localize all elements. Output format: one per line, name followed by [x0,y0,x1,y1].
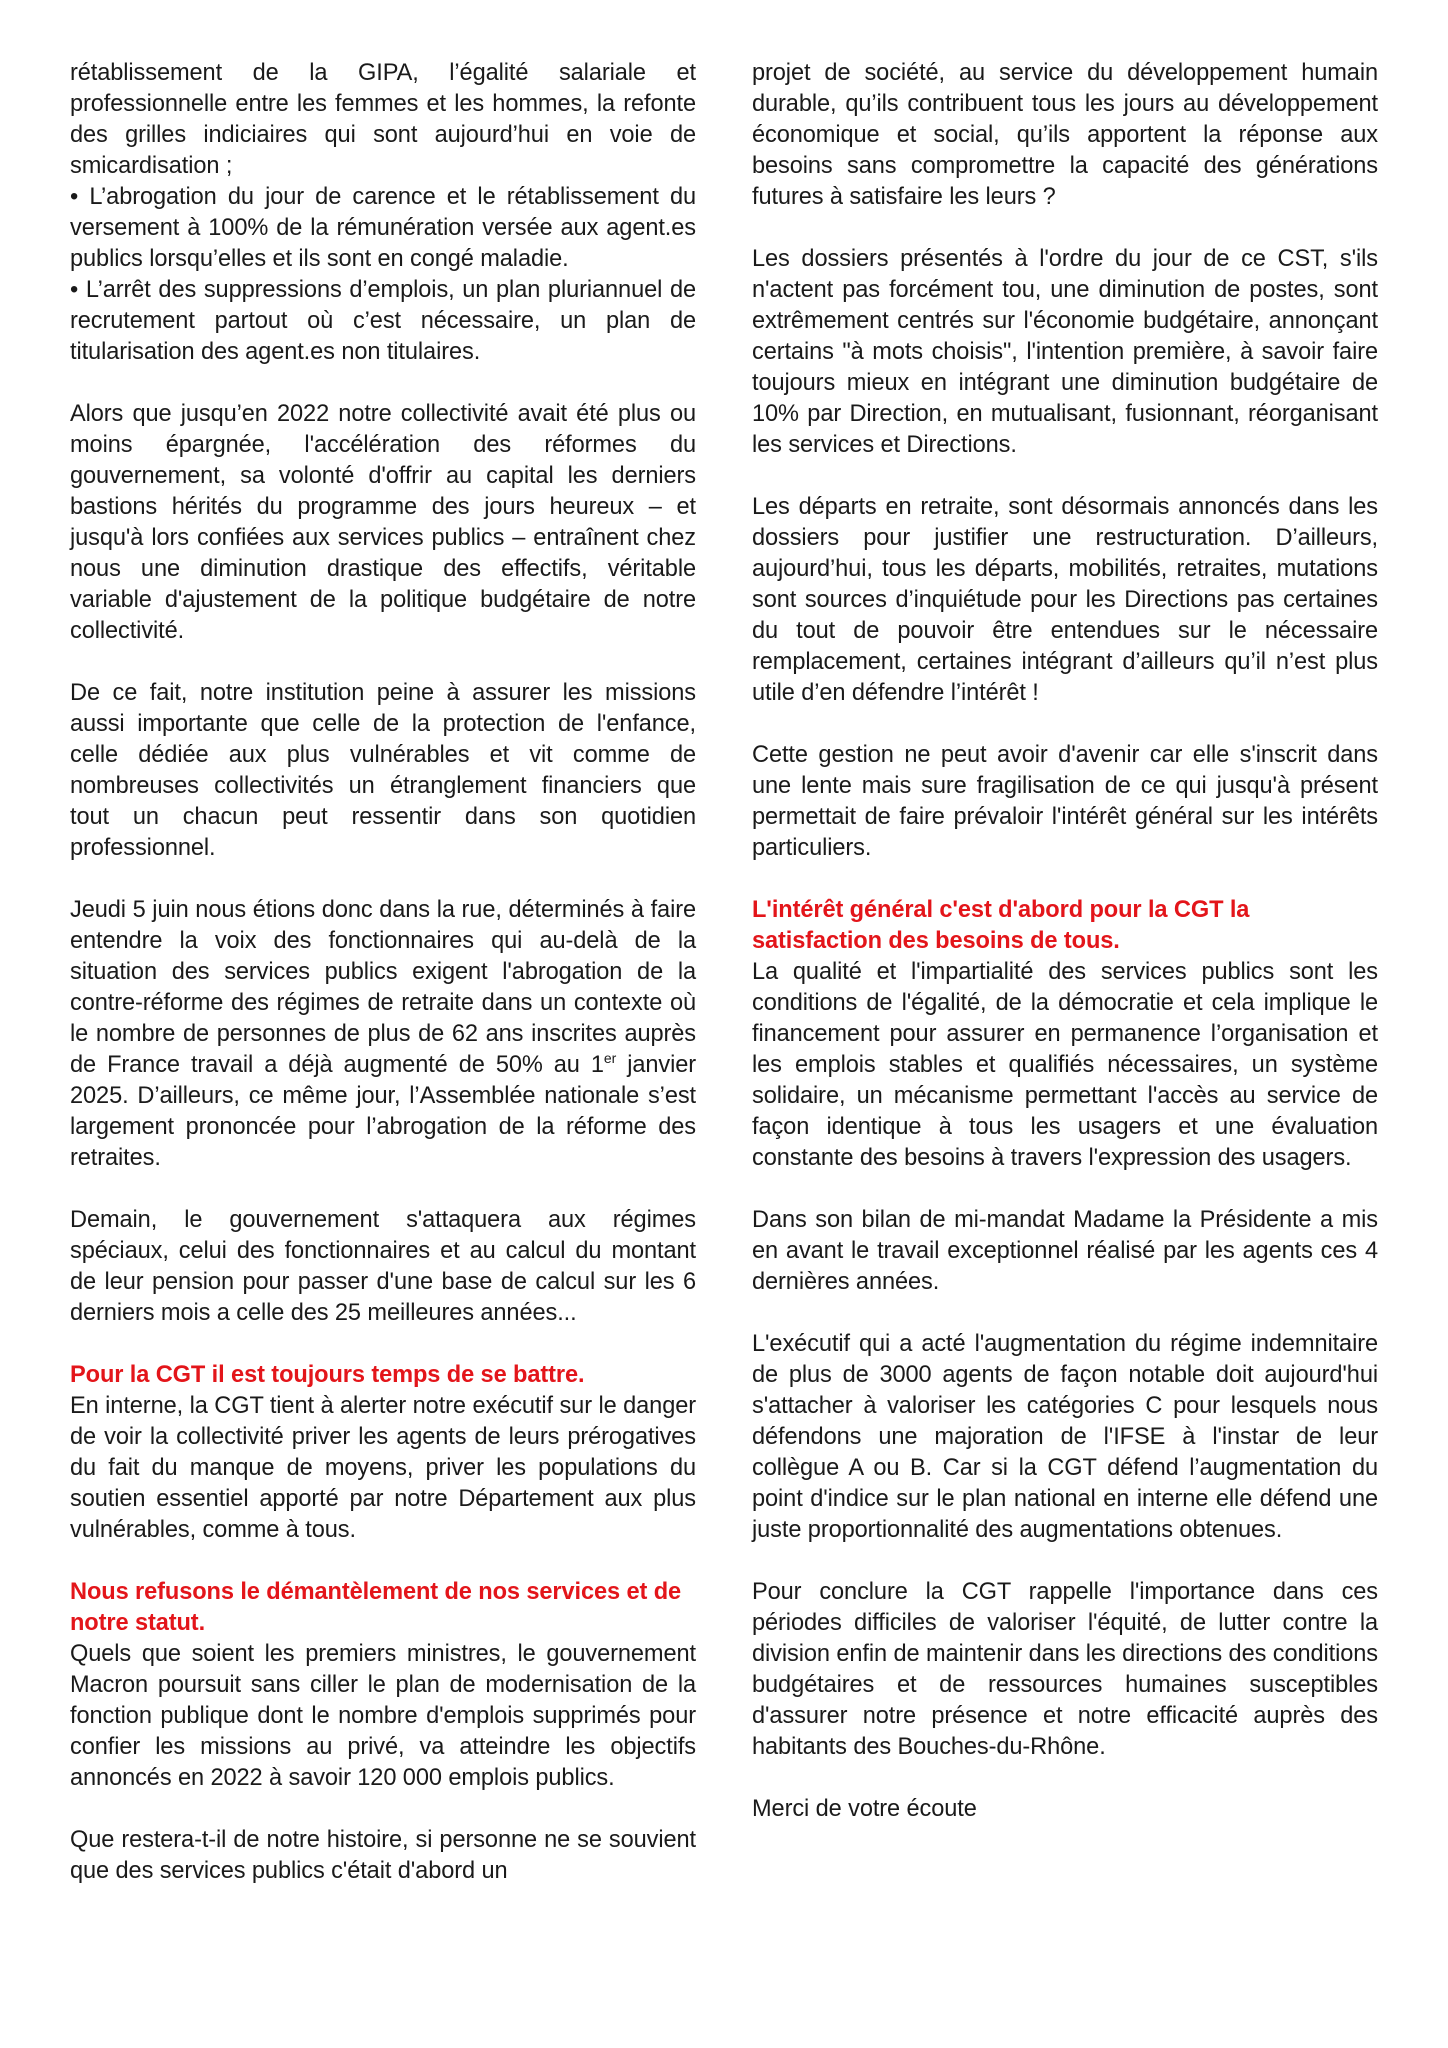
paragraph: Pour conclure la CGT rappelle l'importance dans ces périodes difficiles de valoriser l'équité, de lutter contre la division enfin de maintenir dans les directions des conditions budgétaires et de ressources humaines susceptibles d'assurer notre présence et notre efficacité auprès des habitants des Bouches-du-Rhône. [752,1579,1378,1760]
left-column [70,58,696,2048]
paragraph-text: Jeudi 5 juin nous étions donc dans la rue, déterminés à faire entendre la voix des fonctionnaires qui au-delà de la situation des services publics exigent l'abrogation de la contre-réforme des régimes de retraite dans un contexte où le nombre de personnes de plus de 62 ans inscrites auprès de France travail a déjà augmenté de 50% au 1 [70,897,696,1078]
paragraph: Que restera-t-il de notre histoire, si personne ne se souvient que des services publics c'était d'abord un [70,1827,696,1884]
bullet-item: • L’arrêt des suppressions d’emplois, un plan pluriannuel de recrutement partout où c’est nécessaire, un plan de titularisation des agent.es non titulaires. [70,277,696,365]
paragraph: rétablissement de la GIPA, l’égalité salariale et professionnelle entre les femmes et les hommes, la refonte des grilles indiciaires qui sont aujourd’hui en voie de smicardisation ; [70,60,696,179]
paragraph: Quels que soient les premiers ministres, le gouvernement Macron poursuit sans ciller le plan de modernisation de la fonction publique dont le nombre d'emplois supprimés pour confier les missions au privé, va atteindre les objectifs annoncés en 2022 à savoir 120 000 emplois publics. [70,1641,696,1791]
paragraph: Demain, le gouvernement s'attaquera aux régimes spéciaux, celui des fonctionnaires et au calcul du montant de leur pension pour passer d'une base de calcul sur les 6 derniers mois a celle des 25 meilleures années... [70,1207,696,1326]
paragraph-text: janvier 2025. D’ailleurs, ce même jour, l’Assemblée nationale s’est largement prononcée pour l’abrogation de la réforme des retraites. [70,1052,697,1171]
paragraph: Les départs en retraite, sont désormais annoncés dans les dossiers pour justifier une restructuration. D’ailleurs, aujourd’hui, tous les départs, mobilités, retraites, mutations sont sources d’inquiétude pour les Directions pas certaines du tout de pouvoir être entendues sur le nécessaire remplacement, certaines intégrant d’ailleurs qu’il n’est plus utile d’en défendre l’intérêt ! [752,494,1378,706]
right-column [752,58,1378,2048]
superscript: er [603,1050,617,1067]
paragraph: De ce fait, notre institution peine à assurer les missions aussi importante que celle de la protection de l'enfance, celle dédiée aux plus vulnérables et vit comme de nombreuses collectivités un étranglement financiers que tout un chacun peut ressentir dans son quotidien professionnel. [70,680,696,861]
paragraph: En interne, la CGT tient à alerter notre exécutif sur le danger de voir la collectivité priver les agents de leurs prérogatives du fait du manque de moyens, priver les populations du soutien essentiel apporté par notre Département aux plus vulnérables, comme à tous. [70,1393,696,1543]
paragraph: Cette gestion ne peut avoir d'avenir car elle s'inscrit dans une lente mais sure fragilisation de ce qui jusqu'à présent permettait de faire prévaloir l'intérêt général sur les intérêts particuliers. [752,742,1378,861]
paragraph: Les dossiers présentés à l'ordre du jour de ce CST, s'ils n'actent pas forcément tou, une diminution de postes, sont extrêmement centrés sur l'économie budgétaire, annonçant certains "à mots choisis", l'intention première, à savoir faire toujours mieux en intégrant une diminution budgétaire de 10% par Direction, en mutualisant, fusionnant, réorganisant les services et Directions. [752,246,1378,458]
paragraph: La qualité et l'impartialité des services publics sont les conditions de l'égalité, de la démocratie et cela implique le financement pour assurer en permanence l’organisation et les emplois stables et qualifiés nécessaires, un système solidaire, un mécanisme permettant l'accès au service de façon identique à tous les usagers et une évaluation constante des besoins à travers l'expression des usagers. [752,959,1378,1171]
paragraph: L'exécutif qui a acté l'augmentation du régime indemnitaire de plus de 3000 agents de façon notable doit aujourd'hui s'attacher à valoriser les catégories C pour lesquels nous défendons une majoration de l'IFSE à l'instar de leur collègue A ou B. Car si la CGT défend l’augmentation du point d'indice sur le plan national en interne elle défend une juste proportionnalité des augmentations obtenues. [752,1331,1378,1543]
paragraph: projet de société, au service du développement humain durable, qu’ils contribuent tous les jours au développement économique et social, qu’ils apportent la réponse aux besoins sans compromettre la capacité des générations futures à satisfaire les leurs ? [752,60,1378,210]
section-heading: Pour la CGT il est toujours temps de se battre. [70,1362,585,1388]
section-heading: L'intérêt général c'est d'abord pour la CGT la satisfaction des besoins de tous. [752,897,1250,954]
paragraph [70,895,696,1174]
bullet-item: • L’abrogation du jour de carence et le rétablissement du versement à 100% de la rémunération versée aux agent.es publics lorsqu’elles et ils sont en congé maladie. [70,184,696,272]
section-heading: Nous refusons le démantèlement de nos services et de notre statut. [70,1579,682,1636]
paragraph: Dans son bilan de mi-mandat Madame la Présidente a mis en avant le travail exceptionnel réalisé par les agents ces 4 dernières années. [752,1207,1378,1295]
closing-line: Merci de votre écoute [752,1796,977,1822]
paragraph: Alors que jusqu’en 2022 notre collectivité avait été plus ou moins épargnée, l'accélération des réformes du gouvernement, sa volonté d'offrir au capital les derniers bastions hérités du programme des jours heureux – et jusqu'à lors confiées aux services publics – entraînent chez nous une diminution drastique des effectifs, véritable variable d'ajustement de la politique budgétaire de notre collectivité. [70,401,696,644]
